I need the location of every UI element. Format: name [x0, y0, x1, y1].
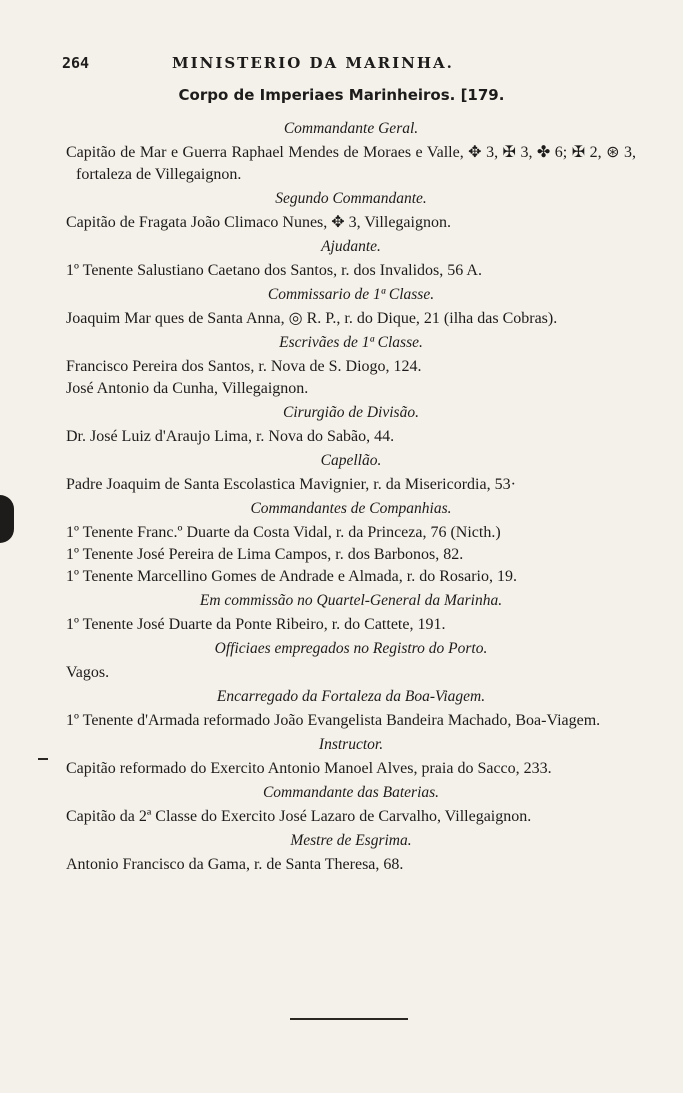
section-heading: Escrivães de 1ª Classe.	[279, 334, 423, 351]
listing-entry: 1º Tenente Marcellino Gomes de Andrade e Almada, r. do Rosario, 19.	[66, 568, 517, 585]
directory-listing	[66, 116, 636, 876]
listing-entry: José Antonio da Cunha, Villegaignon.	[66, 380, 309, 397]
listing-entry: 1º Tenente Salustiano Caetano dos Santos, r. dos Invalidos, 56 A.	[66, 262, 482, 279]
section-heading: Commissario de 1ª Classe.	[267, 286, 435, 303]
binding-mark	[0, 495, 14, 543]
margin-dash	[38, 758, 48, 760]
section-heading: Commandante Geral.	[283, 120, 419, 137]
listing-entry: 1º Tenente José Pereira de Lima Campos, r. dos Barbonos, 82.	[66, 546, 464, 563]
listing-entry: Capitão reformado do Exercito Antonio Manoel Alves, praia do Sacco, 233.	[66, 760, 552, 777]
listing-entry: 1º Tenente d'Armada reformado João Evangelista Bandeira Machado, Boa-Viagem.	[66, 712, 601, 729]
listing-entry: Dr. José Luiz d'Araujo Lima, r. Nova do Sabão, 44.	[66, 428, 395, 445]
listing-entry: Capitão de Fragata João Climaco Nunes, ✥ 3, Villegaignon.	[66, 214, 451, 231]
listing-entry: Antonio Francisco da Gama, r. de Santa Theresa, 68.	[66, 856, 404, 873]
listing-entry: Francisco Pereira dos Santos, r. Nova de S. Diogo, 124.	[66, 358, 422, 375]
section-heading: Commandantes de Companhias.	[250, 500, 452, 517]
listing-entry: 1º Tenente Franc.º Duarte da Costa Vidal, r. da Princeza, 76 (Nicth.)	[66, 524, 501, 541]
listing-entry: Capitão da 2ª Classe do Exercito José Lazaro de Carvalho, Villegaignon.	[66, 808, 532, 825]
section-heading: Encarregado da Fortaleza da Boa-Viagem.	[216, 688, 486, 705]
section-heading: Em commissão no Quartel-General da Marinha.	[199, 592, 503, 609]
section-heading: Commandante das Baterias.	[262, 784, 440, 801]
section-heading: Ajudante.	[321, 238, 381, 255]
section-heading: Capellão.	[320, 452, 382, 469]
section-heading: Instructor.	[318, 736, 384, 753]
page-number: 264	[62, 54, 90, 72]
section-heading: Officiaes empregados no Registro do Porto.	[214, 640, 488, 657]
section-heading: Segundo Commandante.	[275, 190, 427, 207]
listing-entry: Padre Joaquim de Santa Escolastica Mavignier, r. da Misericordia, 53·	[66, 476, 516, 493]
listing-entry: Vagos.	[66, 664, 110, 681]
listing-entry: Capitão de Mar e Guerra Raphael Mendes de Moraes e Valle, ✥ 3, ✠ 3, ✤ 6; ✠ 2, ⊛ 3, fortaleza de Villegaignon.	[66, 144, 636, 183]
listing-entry: 1º Tenente José Duarte da Ponte Ribeiro, r. do Cattete, 191.	[66, 616, 446, 633]
running-header	[62, 50, 622, 76]
end-rule	[290, 1018, 408, 1020]
section-heading: Mestre de Esgrima.	[290, 832, 412, 849]
section-heading: Cirurgião de Divisão.	[283, 404, 419, 421]
page-title: MINISTERIO DA MARINHA.	[172, 54, 454, 72]
listing-entry: Joaquim Mar ques de Santa Anna, ◎ R. P., r. do Dique, 21 (ilha das Cobras).	[66, 310, 558, 327]
section-subtitle: Corpo de Imperiaes Marinheiros. [179.	[178, 86, 505, 104]
